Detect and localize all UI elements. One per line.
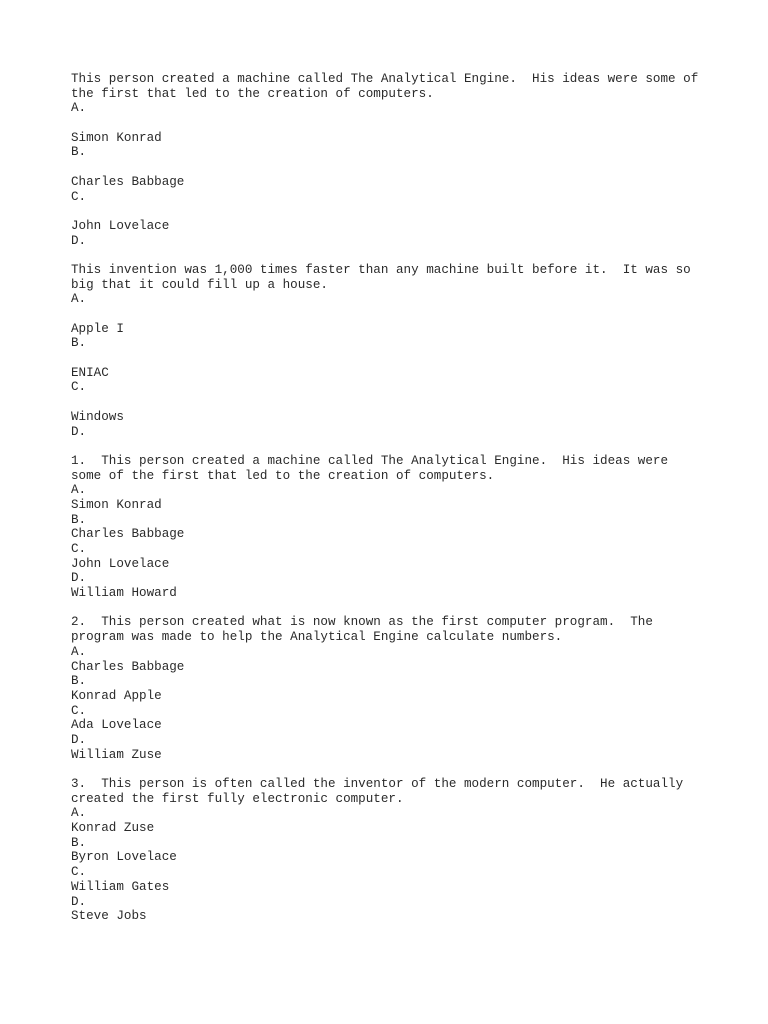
- question-text: 1. This person created a machine called The Analytical Engine. His ideas were: [71, 453, 669, 468]
- option-text: Ada Lovelace: [71, 718, 162, 733]
- question-text: This person created a machine called The Analytical Engine. His ideas were some of: [71, 72, 699, 86]
- option-letter: D.: [71, 732, 87, 747]
- question-text: 2. This person created what is now known as the first computer program. The: [71, 615, 653, 630]
- blank-line: [71, 439, 711, 454]
- question-text: This invention was 1,000 times faster than any machine built before it. It was so: [71, 262, 691, 277]
- option-letter: D.: [71, 894, 87, 909]
- option-text: John Lovelace: [71, 556, 170, 571]
- blank-line: [71, 248, 711, 263]
- option-text: William Zuse: [71, 747, 162, 762]
- option-text: Simon Konrad: [71, 130, 162, 145]
- blank-line: [71, 307, 711, 322]
- option-letter: A.: [71, 101, 87, 116]
- option-letter: B.: [71, 336, 87, 351]
- option-text: Steve Jobs: [71, 909, 147, 924]
- option-text: ENIAC: [71, 365, 109, 380]
- option-letter: A.: [71, 806, 87, 821]
- blank-line: [71, 395, 711, 410]
- option-letter: B.: [71, 512, 87, 527]
- option-letter: C.: [71, 703, 87, 718]
- option-text: William Gates: [71, 879, 170, 894]
- blank-line: [71, 762, 711, 777]
- option-letter: C.: [71, 865, 87, 880]
- question-text: created the first fully electronic computer.: [71, 791, 404, 806]
- blank-line: [71, 204, 711, 219]
- option-text: Byron Lovelace: [71, 850, 177, 865]
- option-letter: D.: [71, 571, 87, 586]
- option-text: Simon Konrad: [71, 497, 162, 512]
- option-text: Konrad Apple: [71, 688, 162, 703]
- blank-line: [71, 160, 711, 175]
- option-letter: B.: [71, 145, 87, 160]
- question-text: program was made to help the Analytical Engine calculate numbers.: [71, 630, 563, 645]
- option-letter: D.: [71, 233, 87, 248]
- option-letter: C.: [71, 380, 87, 395]
- option-text: Konrad Zuse: [71, 821, 155, 836]
- option-text: William Howard: [71, 586, 177, 601]
- option-text: Charles Babbage: [71, 174, 185, 189]
- option-text: Apple I: [71, 321, 124, 336]
- option-letter: C.: [71, 542, 87, 556]
- option-letter: C.: [71, 189, 87, 204]
- question-text: the first that led to the creation of computers.: [71, 86, 434, 101]
- blank-line: [71, 351, 711, 366]
- document-page: [71, 72, 711, 924]
- option-letter: A.: [71, 292, 87, 307]
- question-text: big that it could fill up a house.: [71, 277, 328, 292]
- option-letter: B.: [71, 835, 87, 850]
- option-letter: A.: [71, 483, 87, 498]
- option-letter: B.: [71, 674, 87, 689]
- option-text: Charles Babbage: [71, 659, 185, 674]
- option-text: Windows: [71, 409, 124, 424]
- option-text: Charles Babbage: [71, 527, 185, 542]
- option-letter: D.: [71, 424, 87, 439]
- blank-line: [71, 116, 711, 131]
- question-text: 3. This person is often called the inventor of the modern computer. He actually: [71, 777, 684, 791]
- option-text: John Lovelace: [71, 218, 170, 233]
- option-letter: A.: [71, 644, 87, 659]
- blank-line: [71, 601, 711, 616]
- question-text: some of the first that led to the creation of computers.: [71, 468, 495, 483]
